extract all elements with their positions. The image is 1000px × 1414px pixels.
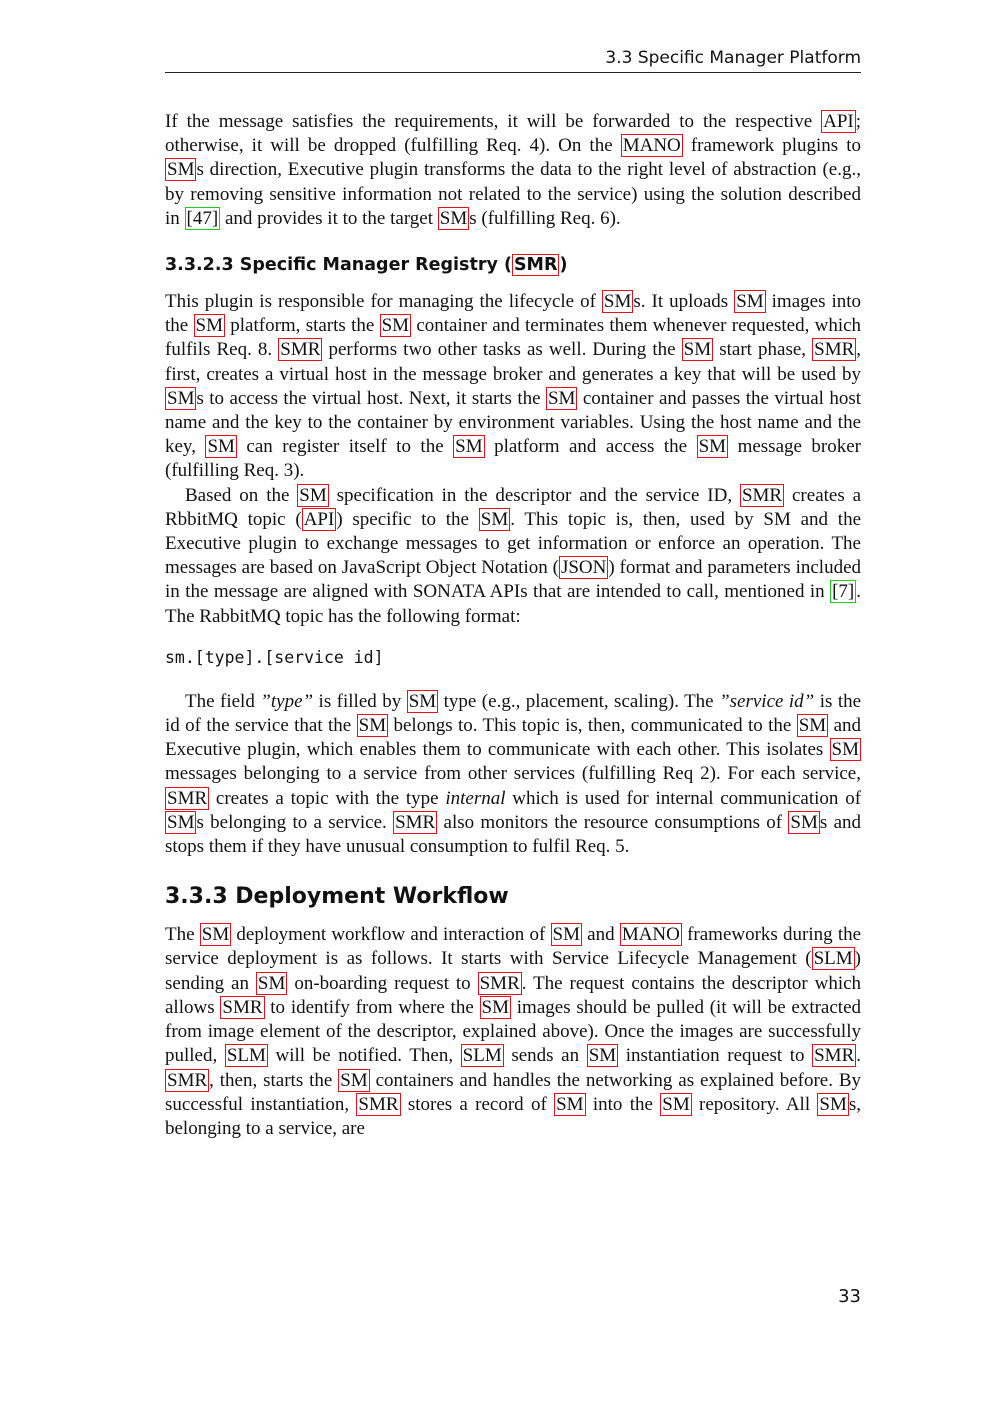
running-header: 3.3 Specific Manager Platform [165, 46, 861, 73]
acronym-link-slm[interactable]: SLM [813, 948, 853, 970]
acronym-link-sm[interactable]: SM [819, 1093, 847, 1115]
section-heading-deployment-workflow: 3.3.3 Deployment Workflow [165, 884, 509, 910]
acronym-link-sm[interactable]: SM [201, 924, 230, 946]
acronym-link-sm[interactable]: SM [698, 436, 727, 458]
acronym-link-smr[interactable]: SMR [741, 484, 783, 506]
acronym-link-sm[interactable]: SM [195, 315, 223, 337]
paragraph-rabbitmq-topic: Based on the SM specification in the descriptor and the service ID, SMR creates a RbbitMQ topic ( API ) specific to the SM . This topic is, then, used by SM and the Executive plugin to exchange messages to get information or enforce an operation. The messages are based on JavaScript Object Notation ( JSON ) format and parameters included in the message are aligned with SONATA APIs that are intended to call, mentioned in [7] . The RabbitMQ topic has the following format: [165, 484, 862, 627]
acronym-link-sm[interactable]: SM [358, 715, 387, 737]
acronym-link-sm[interactable]: SM [547, 387, 576, 409]
acronym-link-sm[interactable]: SM [167, 387, 195, 409]
acronym-link-smr[interactable]: SMR [479, 972, 520, 994]
acronym-link-mano[interactable]: MANO [622, 135, 681, 157]
paragraph-deployment-workflow: The SM deployment workflow and interaction of SM and MANO frameworks during the service deployment is as follows. It starts with Service Lifecycle Management ( SLM ) sending an SM on-boarding request to SMR . The request contains the descriptor which allows SMR to identify from where the SM images should be pulled (it will be extracted from image element of the descriptor, explained above). Once the images are successfully pulled, SLM will be notified. Then, SLM sends an SM instantiation request to SMR . SMR , then, starts the SM containers and handles the networking as explained before. By successful instantiation, SMR stores a record of SM into the SM repository. All SM s, belonging to a service, are [165, 924, 862, 1139]
acronym-link-json[interactable]: JSON [560, 557, 607, 579]
acronym-link-sm[interactable]: SM [480, 508, 509, 530]
acronym-link-sm[interactable]: SM [790, 811, 818, 833]
acronym-link-sm[interactable]: SM [588, 1045, 617, 1067]
acronym-link-smr[interactable]: SMR [814, 339, 855, 361]
acronym-link-sm[interactable]: SM [455, 436, 483, 458]
acronym-link-slm[interactable]: SLM [462, 1045, 502, 1067]
acronym-link-sm[interactable]: SM [257, 972, 286, 994]
acronym-link-sm[interactable]: SM [603, 291, 632, 313]
topic-format-code: sm.[type].[service id] [165, 647, 384, 667]
acronym-link-sm[interactable]: SM [381, 315, 410, 337]
acronym-link-smr[interactable]: SMR [814, 1045, 855, 1067]
acronym-link-sm[interactable]: SM [736, 291, 764, 313]
acronym-link-sm[interactable]: SM [167, 159, 195, 181]
acronym-link-smr[interactable]: SMR [167, 787, 208, 809]
paragraph-executive-plugin: If the message satisfies the requirements, it will be forwarded to the respective API ; otherwise, it will be dropped (fulfilling Req. 4). On the MANO framework plugins to SM s direction, Executive plugin transforms the data to the right level of abstraction (e.g., by removing sensitive information not related to the service) using the solution described in [47] and provides it to the target SM s (fulfilling Req. 6). [165, 111, 862, 229]
acronym-link-sm[interactable]: SM [481, 996, 509, 1018]
acronym-link-sm[interactable]: SM [207, 436, 235, 458]
acronym-link-api[interactable]: API [303, 508, 335, 530]
citation-link-47[interactable]: [47] [186, 207, 219, 229]
acronym-link-smr[interactable]: SMR [395, 811, 436, 833]
paragraph-topic-fields: The field ”type” is filled by SM type (e.g., placement, scaling). The ”service id” is the id of the service that the SM belongs to. This topic is, then, communicated to the SM and Executive plugin, which enables them to communicate with each other. This isolates SM messages belonging to a service from other services (fulfilling Req 2). For each service, SMR creates a topic with the type internal which is used for internal communication of SM s belonging to a service. SMR also monitors the resource consumptions of SM s and stops them if they have unusual consumption to fulfil Req. 5. [165, 690, 862, 858]
acronym-link-api[interactable]: API [823, 111, 854, 132]
acronym-link-mano[interactable]: MANO [621, 924, 680, 946]
acronym-link-sm[interactable]: SM [683, 339, 712, 361]
acronym-link-smr[interactable]: SMR [222, 996, 263, 1018]
acronym-link-sm[interactable]: SM [662, 1093, 690, 1115]
paragraph-smr-lifecycle: This plugin is responsible for managing the lifecycle of SM s. It uploads SM images into the SM platform, starts the SM container and terminates them whenever requested, which fulfils Req. 8. SMR performs two other tasks as well. During the SM start phase, SMR , first, creates a virtual host in the message broker and generates a key that will be used by SM s to access the virtual host. Next, it starts the SM container and passes the virtual host name and the key to the container by environment variables. Using the host name and the key, SM can register itself to the SM platform and access the SM message broker (fulfilling Req. 3). [165, 291, 862, 482]
acronym-link-smr[interactable]: SMR [280, 339, 321, 361]
acronym-link-slm[interactable]: SLM [226, 1045, 266, 1067]
subsection-heading-smr: 3.3.2.3 Specific Manager Registry ( SMR ) [165, 255, 568, 276]
acronym-link-sm[interactable]: SM [439, 207, 468, 229]
acronym-link-sm[interactable]: SM [340, 1069, 368, 1091]
acronym-link-sm[interactable]: SM [552, 924, 580, 946]
acronym-link-sm[interactable]: SM [556, 1093, 584, 1115]
acronym-link-sm[interactable]: SM [831, 739, 859, 761]
page-body [165, 110, 861, 1141]
citation-link-7[interactable]: [7] [832, 581, 855, 603]
acronym-link-smr[interactable]: SMR [358, 1093, 399, 1115]
acronym-link-sm[interactable]: SM [408, 690, 437, 712]
acronym-link-smr[interactable]: SMR [167, 1069, 208, 1091]
acronym-link-sm[interactable]: SM [299, 484, 327, 506]
acronym-link-sm[interactable]: SM [798, 715, 827, 737]
page-number: 33 [838, 1286, 861, 1307]
acronym-link-sm[interactable]: SM [167, 811, 195, 833]
acronym-link-smr[interactable]: SMR [513, 255, 558, 276]
